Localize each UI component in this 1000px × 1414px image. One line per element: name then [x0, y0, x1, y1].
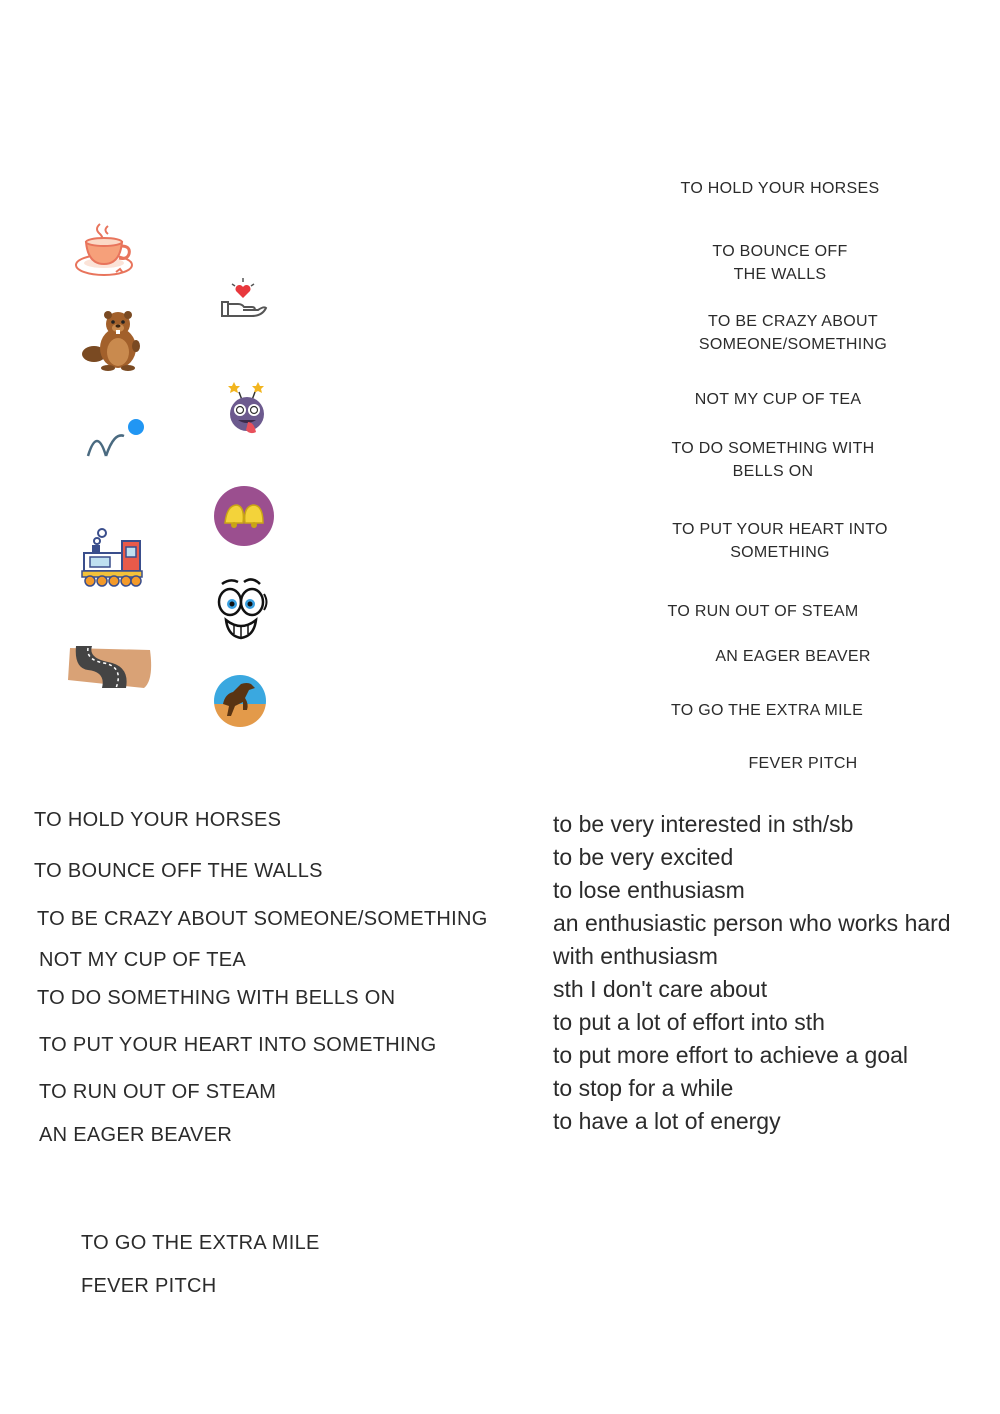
definition-item: to be very excited	[553, 844, 734, 870]
steam-train-icon	[80, 527, 144, 589]
definition-item: an enthusiastic person who works hard	[553, 910, 951, 936]
definition-item: with enthusiasm	[553, 943, 718, 969]
definition-item: to lose enthusiasm	[553, 877, 745, 903]
top-label-bounce-walls: TO BOUNCE OFF THE WALLS	[712, 243, 848, 283]
bells-icon	[213, 485, 275, 547]
definition-item: to have a lot of energy	[553, 1108, 781, 1134]
definitions-list	[553, 808, 951, 1138]
top-label-run-out-steam: TO RUN OUT OF STEAM	[667, 603, 859, 620]
top-label-heart-into: TO PUT YOUR HEART INTO SOMETHING	[672, 521, 888, 561]
definition-item: to be very interested in sth/sb	[553, 811, 854, 837]
idiom-hold-horses: TO HOLD YOUR HORSES	[34, 809, 282, 831]
idiom-bounce-walls: TO BOUNCE OFF THE WALLS	[34, 860, 323, 882]
top-label-fever-pitch: FEVER PITCH	[748, 755, 858, 772]
excited-face-icon	[212, 576, 270, 642]
hand-heart-icon	[218, 276, 268, 322]
definition-item: sth I don't care about	[553, 976, 768, 1002]
top-label-bells-on: TO DO SOMETHING WITH BELLS ON	[671, 440, 875, 480]
definition-item: to put a lot of effort into sth	[553, 1009, 825, 1035]
teacup-icon	[74, 220, 136, 282]
top-label-eager-beaver: AN EAGER BEAVER	[715, 648, 871, 665]
horse-icon	[213, 674, 267, 728]
definition-item: to put more effort to achieve a goal	[553, 1042, 909, 1068]
beaver-icon	[82, 310, 146, 372]
top-label-cup-of-tea: NOT MY CUP OF TEA	[694, 391, 862, 408]
top-label-hold-horses: TO HOLD YOUR HORSES	[680, 180, 880, 197]
top-label-crazy-about: TO BE CRAZY ABOUT SOMEONE/SOMETHING	[698, 313, 888, 353]
dizzy-face-icon	[226, 380, 268, 436]
top-label-extra-mile: TO GO THE EXTRA MILE	[670, 702, 864, 719]
idiom-bells-on: TO DO SOMETHING WITH BELLS ON	[37, 987, 396, 1009]
idiom-heart-into: TO PUT YOUR HEART INTO SOMETHING	[39, 1034, 437, 1056]
definition-item: to stop for a while	[553, 1075, 734, 1101]
winding-road-icon	[68, 642, 154, 690]
idiom-cup-of-tea: NOT MY CUP OF TEA	[39, 949, 246, 971]
idiom-run-out-steam: TO RUN OUT OF STEAM	[39, 1081, 277, 1103]
idiom-extra-mile: TO GO THE EXTRA MILE	[81, 1232, 320, 1254]
bouncing-ball-icon	[84, 416, 148, 460]
idiom-crazy-about: TO BE CRAZY ABOUT SOMEONE/SOMETHING	[37, 908, 488, 930]
idiom-eager-beaver: AN EAGER BEAVER	[39, 1124, 233, 1146]
idiom-fever-pitch: FEVER PITCH	[81, 1275, 217, 1297]
